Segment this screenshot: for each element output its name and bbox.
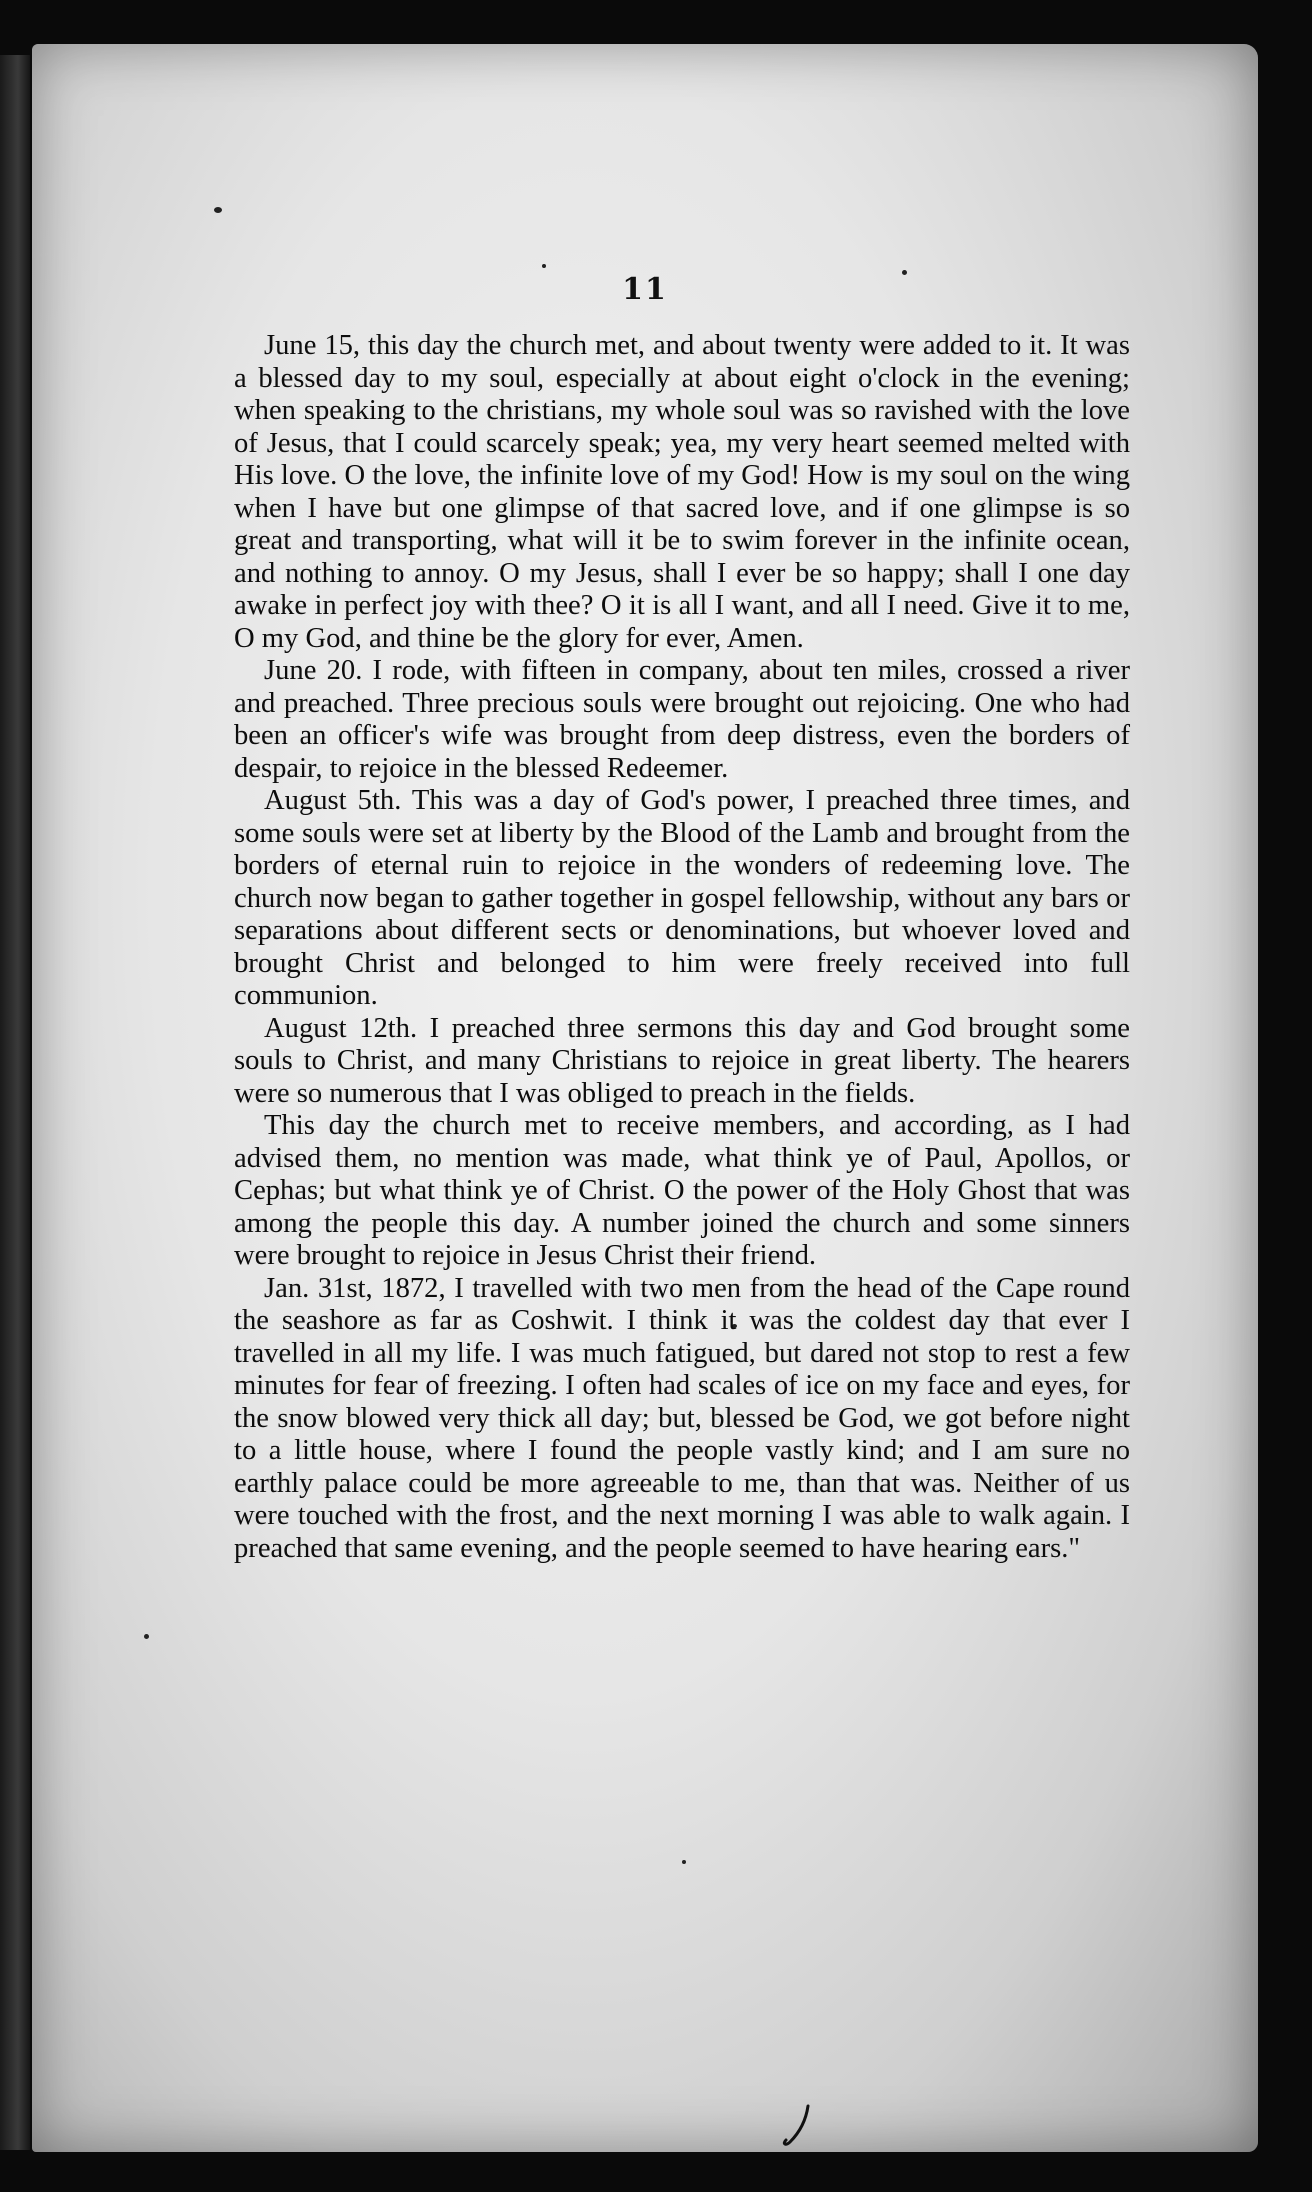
book-page — [32, 44, 1258, 2152]
paragraph-august-5: August 5th. This was a day of God's power, I preached three times, and some souls were set at liberty by the Blood of the Lamb and brought from the borders of eternal ruin to rejoice in the wonders of redeeming love. The church now began to gather together in gospel fellowship, without any bars or separations about different sects or denominations, but whoever loved and brought Christ and belonged to him were freely received into full communion. — [234, 785, 1130, 1011]
paragraph-june-20: June 20. I rode, with fifteen in company, about ten miles, crossed a river and preached. Three precious souls were brought out rejoicing. One who had been an officer's wife was brought from deep distress, even the borders of despair, to rejoice in the blessed Redeemer. — [234, 655, 1130, 784]
book-spine-edge — [0, 55, 30, 2150]
paper-speck — [214, 207, 222, 213]
paper-speck — [682, 1860, 686, 1864]
page-number: 11 — [622, 272, 668, 307]
paper-speck — [542, 264, 546, 268]
paragraph-jan-31: Jan. 31st, 1872, I travelled with two men from the head of the Cape round the seashore as far as Coshwit. I think it was the coldest day that ever I travelled in all my life. I was much fatigued, but dared not stop to rest a few minutes for fear of freezing. I often had scales of ice on my face and eyes, for the snow blowed very thick all day; but, blessed be God, we got before night to a little house, where I found the people vastly kind; and I am sure no earthly palace could be more agreeable to me, than that was. Neither of us were touched with the frost, and the next morning I was able to walk again. I preached that same evening, and the people seemed to have hearing ears." — [234, 1272, 1130, 1564]
paragraph-june-15: June 15, this day the church met, and about twenty were added to it. It was a blessed day to my soul, especially at about eight o'clock in the evening; when speaking to the christians, my whole soul was so ravished with the love of Jesus, that I could scarcely speak; yea, my very heart seemed melted with His love. O the love, the infinite love of my God! How is my soul on the wing when I have but one glimpse of that sacred love, and if one glimpse is so great and transporting, what will it be to swim forever in the infinite ocean, and nothing to annoy. O my Jesus, shall I ever be so happy; shall I one day awake in perfect joy with thee? O it is all I want, and all I need. Give it to me, O my God, and thine be the glory for ever, Amen. — [234, 330, 1130, 654]
body-text — [234, 330, 1130, 1565]
paper-speck — [144, 1634, 149, 1639]
paragraph-church-met: This day the church met to receive members, and according, as I had advised them, no mention was made, what think ye of Paul, Apollos, or Cephas; but what think ye of Christ. O the power of the Holy Ghost that was among the people this day. A number joined the church and some sinners were brought to rejoice in Jesus Christ their friend. — [234, 1110, 1130, 1271]
paragraph-august-12: August 12th. I preached three sermons this day and God brought some souls to Christ, and many Christians to rejoice in great liberty. The hearers were so numerous that I was obliged to preach in the fields. — [234, 1012, 1130, 1109]
pen-mark-icon — [778, 2102, 818, 2150]
